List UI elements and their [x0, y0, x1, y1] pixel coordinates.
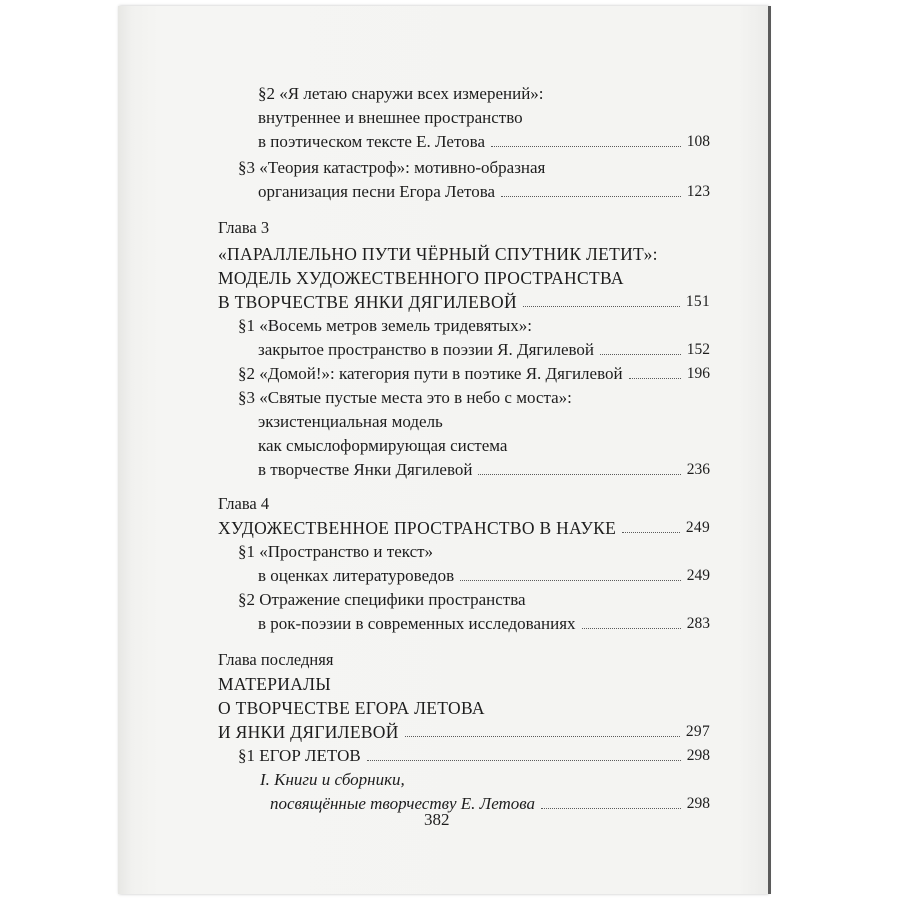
dot-leader	[478, 474, 680, 475]
toc-entry	[258, 560, 710, 586]
toc-line-text: в рок-поэзии в современных исследованиях	[258, 614, 576, 633]
toc-line-text: экзистенциальная модель	[258, 412, 443, 431]
toc-page-number: 236	[686, 461, 710, 478]
toc-line-text: §3 «Теория катастроф»: мотивно-образная	[238, 158, 546, 177]
toc-line	[260, 764, 405, 790]
toc-page-number: 298	[686, 747, 710, 764]
toc-entry	[218, 286, 710, 312]
toc-page-number: 196	[686, 365, 710, 382]
toc-line-text: ХУДОЖЕСТВЕННОЕ ПРОСТРАНСТВО В НАУКЕ	[218, 518, 617, 538]
dot-leader	[622, 532, 680, 533]
toc-page-number: 152	[686, 341, 710, 358]
toc-line-text: §1 «Восемь метров земель тридевятых»:	[238, 316, 532, 335]
toc-line-text: закрытое пространство в поэзии Я. Дягилевой	[258, 340, 595, 359]
toc-line	[258, 78, 544, 104]
toc-line-text: Глава последняя	[218, 650, 334, 669]
page-number: 382	[424, 810, 450, 829]
dot-leader	[491, 146, 681, 147]
toc-line-text: В ТВОРЧЕСТВЕ ЯНКИ ДЯГИЛЕВОЙ	[218, 292, 517, 312]
toc-line-text: §2 «Я летаю снаружи всех измерений»:	[258, 84, 544, 103]
toc-line	[258, 406, 443, 432]
toc-line-text: МАТЕРИАЛЫ	[218, 674, 331, 694]
toc-line-text: И ЯНКИ ДЯГИЛЕВОЙ	[218, 722, 399, 742]
toc-line-text: О ТВОРЧЕСТВЕ ЕГОРА ЛЕТОВА	[218, 698, 485, 718]
toc-entry	[238, 358, 710, 384]
toc-line	[238, 382, 572, 408]
dot-leader	[367, 760, 681, 761]
chapter-title-line	[218, 692, 485, 718]
book-page	[118, 6, 768, 894]
dot-leader	[460, 580, 681, 581]
toc-entry	[258, 334, 710, 360]
toc-line	[238, 536, 433, 562]
toc-line-text: как смыслоформирующая система	[258, 436, 508, 455]
toc-line	[238, 310, 532, 336]
toc-entry	[258, 608, 710, 634]
toc-line-text: в творчестве Янки Дягилевой	[258, 460, 473, 479]
toc-line-text: внутреннее и внешнее пространство	[258, 108, 523, 127]
toc-page-number: 283	[686, 615, 710, 632]
dot-leader	[541, 808, 681, 809]
toc-line	[258, 430, 507, 456]
toc-entry	[238, 740, 710, 766]
toc-page-number: 108	[686, 133, 710, 150]
dot-leader	[405, 736, 680, 737]
toc-entry	[270, 788, 710, 814]
toc-page-number: 297	[685, 723, 710, 740]
chapter-label	[218, 212, 269, 238]
toc-entry	[218, 512, 710, 538]
toc-line-text: «ПАРАЛЛЕЛЬНО ПУТИ ЧЁРНЫЙ СПУТНИК ЛЕТИТ»:	[218, 244, 658, 264]
chapter-title-line	[218, 668, 331, 694]
toc-page-number: 249	[685, 519, 710, 536]
toc-page-number: 123	[686, 183, 710, 200]
toc-page-number: 151	[685, 293, 710, 310]
toc-line-text: I. Книги и сборники,	[260, 770, 405, 789]
toc-line-text: в поэтическом тексте Е. Летова	[258, 132, 486, 151]
toc-line-text: посвящённые творчеству Е. Летова	[270, 794, 536, 813]
toc-line-text: Глава 3	[218, 218, 270, 237]
chapter-label	[218, 488, 269, 514]
dot-leader	[600, 354, 681, 355]
toc-line-text: §2 Отражение специфики пространства	[238, 590, 526, 609]
toc-page-number: 298	[686, 795, 710, 812]
toc-entry	[258, 126, 710, 152]
chapter-label	[218, 644, 333, 670]
toc-line-text: §1 «Пространство и текст»	[238, 542, 434, 561]
toc-line-text: §2 «Домой!»: категория пути в поэтике Я. Дягилевой	[238, 364, 623, 383]
dot-leader	[629, 378, 681, 379]
toc-entry	[258, 454, 710, 480]
toc-line-text: §3 «Святые пустые места это в небо с моста»:	[238, 388, 572, 407]
toc-line-text: в оценках литературоведов	[258, 566, 455, 585]
toc-line	[238, 584, 526, 610]
toc-line-text: Глава 4	[218, 494, 270, 513]
dot-leader	[582, 628, 681, 629]
toc-page-number: 249	[686, 567, 710, 584]
chapter-title-line	[218, 238, 658, 264]
toc-line-text: организация песни Егора Летова	[258, 182, 496, 201]
toc-entry	[218, 716, 710, 742]
toc-line	[238, 152, 545, 178]
dot-leader	[523, 306, 680, 307]
toc-line-text: §1 ЕГОР ЛЕТОВ	[238, 746, 361, 765]
chapter-title-line	[218, 262, 624, 288]
toc-entry	[258, 176, 710, 202]
dot-leader	[501, 196, 681, 197]
toc-line-text: МОДЕЛЬ ХУДОЖЕСТВЕННОГО ПРОСТРАНСТВА	[218, 268, 624, 288]
toc-line	[258, 102, 523, 128]
